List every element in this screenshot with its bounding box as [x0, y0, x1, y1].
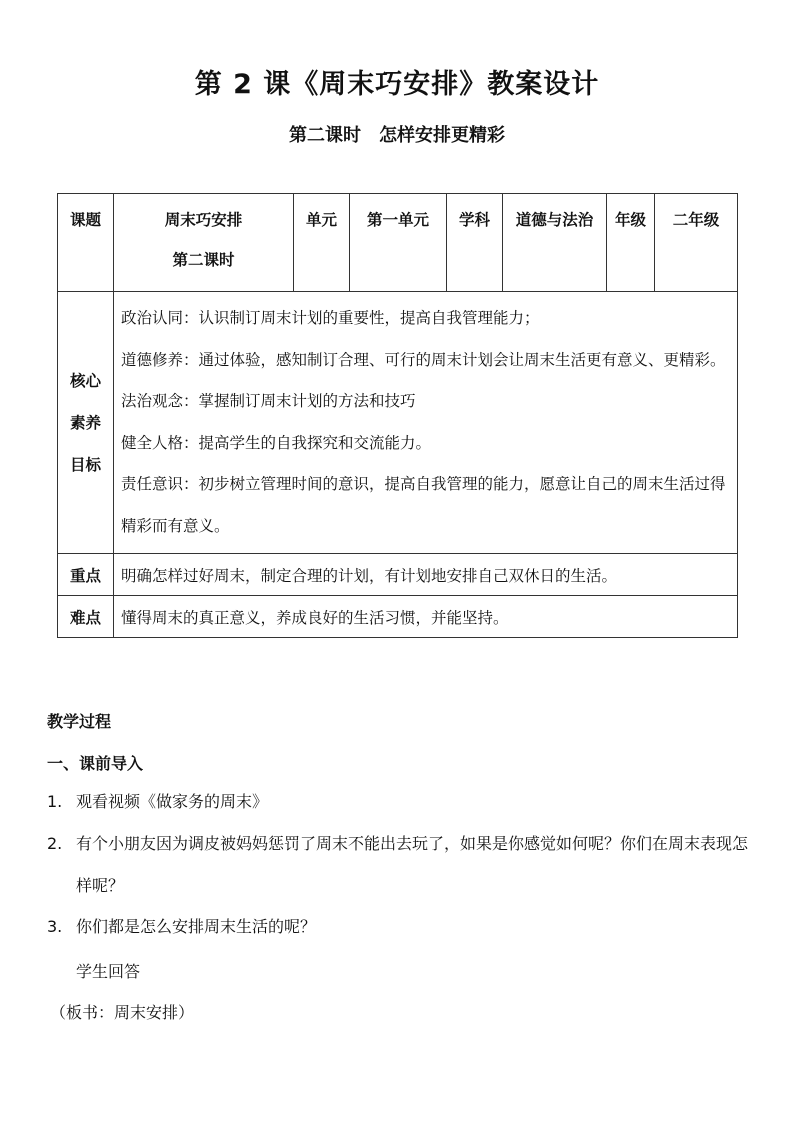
board-note: （板书：周末安排） [50, 1003, 195, 1022]
list-item-number: 2. [47, 834, 63, 853]
label-grade: 年级 [607, 194, 655, 292]
subtitle-period: 第二课时 [289, 125, 361, 146]
goal-responsibility: 责任意识：初步树立管理时间的意识，提高自我管理的能力，愿意让自己的周末生活过得精彩而有意义。 [121, 475, 726, 535]
list-item-text: 有个小朋友因为调皮被妈妈惩罚了周末不能出去玩了，如果是你感觉如何呢？你们在周末表现怎样呢？ [76, 834, 749, 895]
core-goals-content [114, 292, 738, 554]
key-point-text: 明确怎样过好周末，制定合理的计划，有计划地安排自己双休日的生活。 [114, 554, 738, 596]
lesson-info-table [57, 193, 738, 638]
lesson-period: 第二课时 [172, 251, 235, 269]
list-item [47, 906, 752, 948]
lesson-name-cell [114, 194, 294, 292]
section-intro-heading: 一、课前导入 [47, 754, 144, 773]
document-title: 第 2 课《周末巧安排》教案设计 [194, 69, 600, 100]
key-point-row [58, 554, 738, 596]
goal-personality: 健全人格：提高学生的自我探究和交流能力。 [121, 433, 432, 452]
label-unit: 单元 [294, 194, 350, 292]
label-subject: 学科 [447, 194, 503, 292]
document-subtitle [0, 121, 794, 147]
core-label-3: 目标 [69, 455, 101, 474]
lesson-name: 周末巧安排 [164, 211, 243, 229]
list-item-text: 你们都是怎么安排周末生活的呢？ [76, 917, 317, 936]
key-point-label: 重点 [58, 554, 114, 596]
list-item-number: 3. [47, 917, 63, 936]
difficulty-row [58, 596, 738, 638]
list-item [47, 823, 752, 907]
table-header-row [58, 194, 738, 292]
unit-value: 第一单元 [350, 194, 447, 292]
subtitle-topic: 怎样安排更精彩 [379, 125, 505, 146]
goal-legal: 法治观念：掌握制订周末计划的方法和技巧 [121, 392, 416, 410]
difficulty-text: 懂得周末的真正意义，养成良好的生活习惯，并能坚持。 [114, 596, 738, 638]
subject-value: 道德与法治 [503, 194, 607, 292]
difficulty-label: 难点 [58, 596, 114, 638]
list-item [47, 781, 752, 823]
goal-moral: 道德修养：通过体验，感知制订合理、可行的周末计划会让周末生活更有意义、更精彩。 [121, 350, 726, 369]
goal-political: 政治认同：认识制订周末计划的重要性，提高自我管理能力； [121, 309, 540, 327]
list-item-number: 1. [47, 792, 63, 811]
label-lesson: 课题 [58, 194, 114, 292]
grade-value: 二年级 [655, 194, 738, 292]
core-goals-row [58, 292, 738, 554]
core-goals-label [58, 292, 114, 554]
student-answer: 学生回答 [76, 962, 141, 981]
core-label-2: 素养 [69, 413, 101, 432]
process-heading: 教学过程 [47, 712, 112, 731]
list-item-text: 观看视频《做家务的周末》 [76, 792, 269, 811]
core-label-1: 核心 [69, 371, 101, 390]
